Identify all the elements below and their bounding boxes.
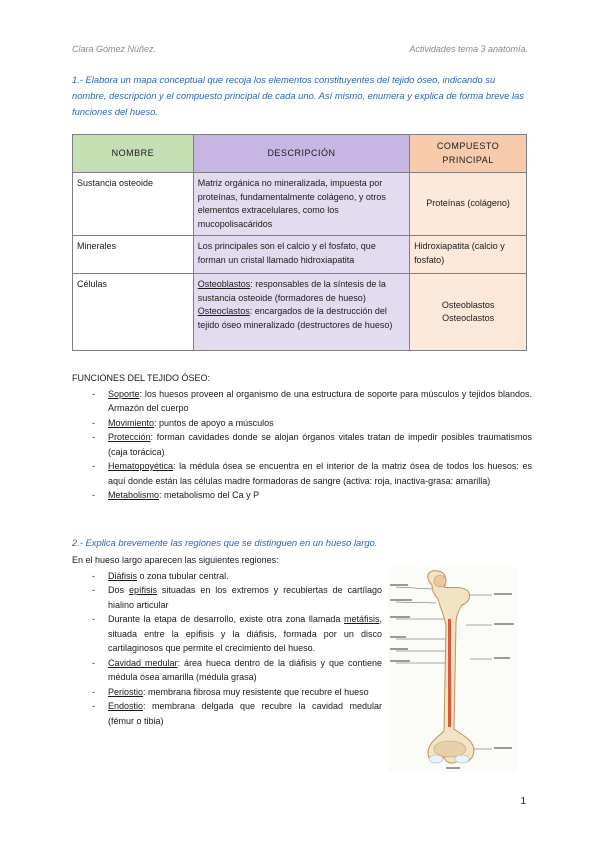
item-text: : puntos de apoyo a músculos xyxy=(154,417,274,428)
femur-diagram xyxy=(388,567,518,772)
regiones-intro: En el hueso largo aparecen las siguientes regiones: xyxy=(72,555,279,565)
list-item xyxy=(72,656,382,685)
item-term: Periostio xyxy=(108,686,144,697)
list-item xyxy=(72,430,532,459)
item-text: : la médula ósea se encuentra en el interior de la matriz ósea de todos los huesos: es aquí donde están las células madre formadoras de sangre (activa: roja, inactiva-grasa: amarilla) xyxy=(108,461,532,486)
cell-descripcion: Matriz orgánica no mineralizada, impuesta por proteínas, fundamentalmente colágeno, y otros elementos extracelulares, como los mucopolisacáridos xyxy=(193,173,409,236)
cell-compuesto: Proteínas (colágeno) xyxy=(410,173,527,236)
cell-descripcion xyxy=(193,274,409,351)
cartilage-left xyxy=(429,755,443,763)
item-pre: Durante la etapa de desarrollo, existe otra zona llamada xyxy=(108,614,344,624)
table-row xyxy=(73,173,527,236)
term-osteoclastos: Osteoclastos xyxy=(197,306,250,316)
item-text: : área hueca dentro de la diáfisis y que contiene médula ósea amarilla (médula grasa) xyxy=(108,657,382,682)
item-term: Soporte xyxy=(108,388,140,399)
cell-nombre: Células xyxy=(73,274,194,351)
table-row xyxy=(73,274,527,351)
item-term: epífisis xyxy=(128,585,157,595)
header-compuesto: COMPUESTO PRINCIPAL xyxy=(410,135,527,173)
list-item xyxy=(72,569,382,584)
item-term: Diáfisis xyxy=(108,570,138,581)
funciones-title: FUNCIONES DEL TEJIDO ÓSEO: xyxy=(72,373,211,383)
header-nombre: NOMBRE xyxy=(73,135,194,173)
page-header xyxy=(72,44,528,58)
item-pre: Dos xyxy=(108,585,129,595)
item-term: Endostio xyxy=(108,701,144,711)
compuesto-osteoclastos: Osteoclastos xyxy=(442,313,495,323)
table-header-row xyxy=(73,135,527,173)
item-term: Movimiento xyxy=(108,417,155,428)
table-row xyxy=(73,236,527,274)
compuesto-osteoblastos: Osteoblastos xyxy=(441,299,495,310)
item-text: : metabolismo del Ca y P xyxy=(159,490,260,500)
medullary-cavity xyxy=(448,619,451,727)
item-text: situadas en los extremos y recubiertas de cartílago hialino articular xyxy=(108,585,382,610)
item-text: , situada entre la epífisis y la diáfisis, formada por un disco cartilaginosos que permite el crecimiento del hueso. xyxy=(108,614,382,653)
list-item xyxy=(72,583,382,612)
cell-descripcion: Los principales son el calcio y el fosfato, que forman un cristal llamado hidroxiapatita xyxy=(193,236,409,274)
desc-osteoblastos: : responsables de la síntesis de la sustancia osteoide (formadores de hueso) xyxy=(197,279,386,303)
item-text: : membrana fibrosa muy resistente que recubre el hueso xyxy=(143,686,369,697)
list-item xyxy=(72,387,532,416)
list-item xyxy=(72,685,382,700)
funciones-section xyxy=(72,371,532,503)
regiones-section xyxy=(72,553,382,728)
desc-osteoclastos: : encargados de la destrucción del tejido óseo mineralizado (destructores de hueso) xyxy=(197,306,393,330)
list-item xyxy=(72,459,532,488)
header-author: Clara Gómez Núñez. xyxy=(72,44,157,54)
spongy-distal xyxy=(434,741,466,757)
header-descripcion: DESCRIPCIÓN xyxy=(193,135,409,173)
regiones-list xyxy=(72,569,382,729)
list-item xyxy=(72,488,532,503)
caption-block xyxy=(446,767,460,769)
cell-nombre: Sustancia osteoide xyxy=(73,173,194,236)
item-text: o zona tubular central. xyxy=(137,570,229,581)
item-text: : los huesos proveen al organismo de una estructura de soporte para músculos y tejidos blandos. Armazón del cuerpo xyxy=(108,388,532,413)
cell-compuesto: Hidroxiapatita (calcio y fosfato) xyxy=(410,236,527,274)
item-term: metáfisis xyxy=(343,614,380,624)
cartilage-right xyxy=(455,755,469,763)
header-title: Actividades tema 3 anatomía. xyxy=(409,44,528,54)
cell-nombre: Minerales xyxy=(73,236,194,274)
item-term: Protección xyxy=(108,432,151,442)
item-term: Hematopoyética xyxy=(108,461,174,471)
item-term: Metabolismo xyxy=(108,490,160,500)
funciones-list xyxy=(72,387,532,503)
item-text: : forman cavidades donde se alojan órganos vitales tratan de impedir posibles traumatismos (caja torácica) xyxy=(108,432,532,457)
list-item xyxy=(72,416,532,431)
question-1: 1.- Elabora un mapa conceptual que recoja los elementos constituyentes del tejido óseo, indicando su nombre, descripción y el compuesto principal de cada uno. Así mismo, enumera y explica de forma breve las funciones del hueso. xyxy=(72,74,524,117)
cell-compuesto xyxy=(410,274,527,351)
long-bone-illustration xyxy=(388,567,518,772)
spongy-head xyxy=(434,575,446,587)
item-term: Cavidad medular xyxy=(108,657,178,668)
question-2: 2.- Explica brevemente las regiones que se distinguen en un hueso largo. xyxy=(72,537,378,548)
list-item xyxy=(72,699,382,728)
item-text: : membrana delgada que recubre la cavidad medular (fémur o tibia) xyxy=(108,701,382,726)
term-osteoblastos: Osteoblastos xyxy=(197,279,251,289)
page-number: 1 xyxy=(520,796,526,807)
list-item xyxy=(72,612,382,656)
bone-tissue-table xyxy=(72,134,527,351)
